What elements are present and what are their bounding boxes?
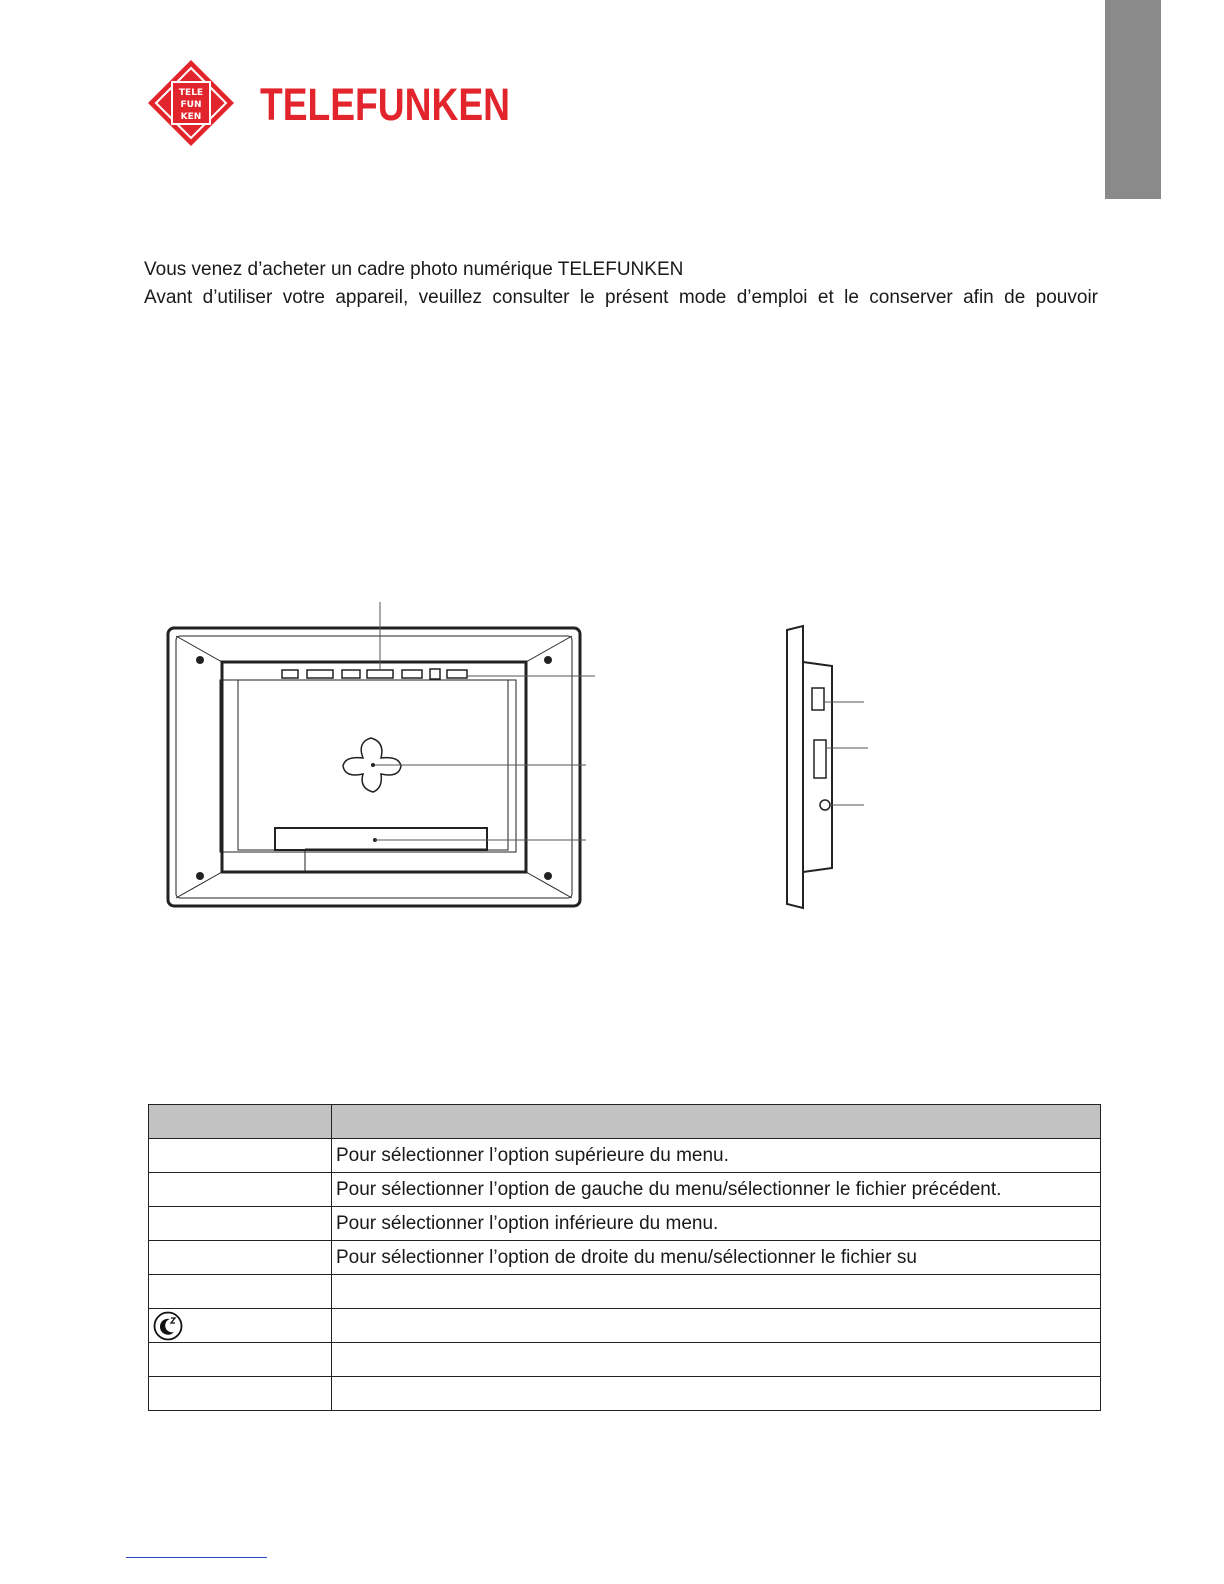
emblem-line-3: KEN	[180, 112, 202, 122]
key-cell	[149, 1173, 332, 1207]
table-row	[149, 1309, 1101, 1343]
table-row	[149, 1207, 1101, 1241]
frame-buttons	[282, 669, 467, 679]
footnote-separator	[126, 1557, 267, 1558]
keys-table	[148, 1104, 1101, 1411]
key-cell	[149, 1207, 332, 1241]
table-row	[149, 1377, 1101, 1411]
table-row	[149, 1241, 1101, 1275]
description-cell: Pour sélectionner l’option de droite du menu/sélectionner le fichier su	[332, 1241, 1101, 1275]
header-key	[149, 1105, 332, 1139]
key-cell	[149, 1241, 332, 1275]
description-cell: Pour sélectionner l’option inférieure du menu.	[332, 1207, 1101, 1241]
brand-wordmark: TELEFUNKEN	[260, 79, 510, 130]
table-row	[149, 1139, 1101, 1173]
intro-text	[144, 256, 1098, 312]
table-row	[149, 1173, 1101, 1207]
key-cell	[149, 1377, 332, 1411]
emblem-line-1: TELE	[178, 88, 204, 98]
telefunken-logo	[148, 58, 518, 150]
language-tab	[1105, 0, 1161, 199]
description-cell	[332, 1275, 1101, 1309]
key-cell	[149, 1309, 332, 1343]
frame-back-diagram	[150, 590, 610, 920]
table-row	[149, 1343, 1101, 1377]
header-function	[332, 1105, 1101, 1139]
emblem-line-2: FUN	[180, 100, 202, 110]
key-cell	[149, 1275, 332, 1309]
description-cell: Pour sélectionner l’option supérieure du menu.	[332, 1139, 1101, 1173]
key-cell	[149, 1139, 332, 1173]
description-cell	[332, 1343, 1101, 1377]
sleep-moon-icon	[153, 1311, 183, 1341]
frame-side-diagram	[770, 620, 880, 920]
telefunken-emblem	[148, 60, 234, 146]
key-cell	[149, 1343, 332, 1377]
description-cell	[332, 1377, 1101, 1411]
description-cell	[332, 1309, 1101, 1343]
table-row	[149, 1275, 1101, 1309]
intro-line-1: Vous venez d’acheter un cadre photo numérique TELEFUNKEN	[144, 259, 684, 280]
table-header-row	[149, 1105, 1101, 1139]
intro-line-2: Avant d’utiliser votre appareil, veuillez consulter le présent mode d’emploi et le conserver afin de pouvoir	[144, 287, 1098, 308]
description-cell: Pour sélectionner l’option de gauche du menu/sélectionner le fichier précédent.	[332, 1173, 1101, 1207]
